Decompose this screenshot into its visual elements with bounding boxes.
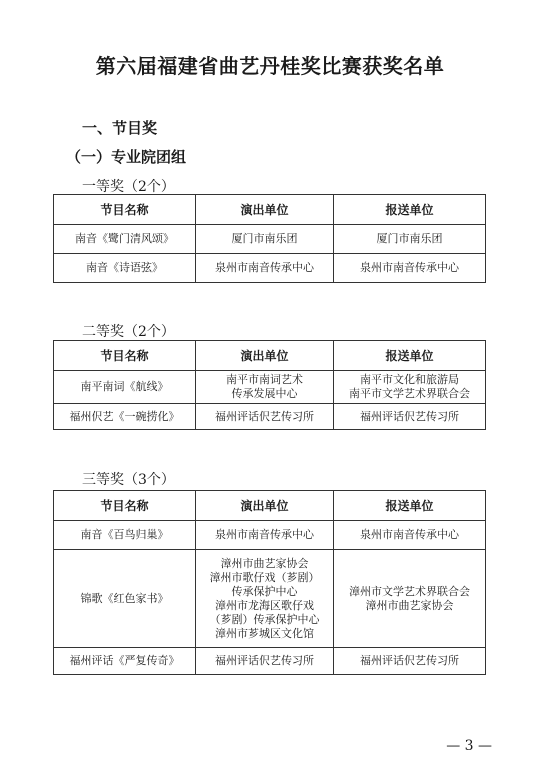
header-program-name: 节目名称 — [54, 195, 196, 225]
first-prize-label: 一等奖（2个） — [82, 179, 175, 195]
performer-cell: 福州评话伬艺传习所 — [196, 648, 334, 675]
table-header-row — [54, 341, 486, 371]
program-name-cell: 南音《诗语弦》 — [54, 254, 196, 283]
header-performer: 演出单位 — [196, 491, 334, 521]
performer-cell: 漳州市曲艺家协会 漳州市歌仔戏（芗剧） 传承保护中心 漳州市龙海区歌仔戏 （芗剧）传承保护中心 漳州市芗城区文化馆 — [196, 550, 334, 648]
header-submitter: 报送单位 — [334, 341, 486, 371]
header-performer: 演出单位 — [196, 341, 334, 371]
header-submitter: 报送单位 — [334, 195, 486, 225]
table-row — [54, 225, 486, 254]
third-prize-table — [53, 490, 486, 675]
page-title: 第六届福建省曲艺丹桂奖比赛获奖名单 — [95, 54, 445, 78]
program-name-cell: 南音《鹭门清风颂》 — [54, 225, 196, 254]
program-name-cell: 南音《百鸟归巢》 — [54, 521, 196, 550]
submitter-cell: 南平市文化和旅游局 南平市文学艺术界联合会 — [334, 371, 486, 404]
table-row — [54, 648, 486, 675]
program-name-cell: 锦歌《红色家书》 — [54, 550, 196, 648]
program-name-cell: 福州评话《严复传奇》 — [54, 648, 196, 675]
submitter-cell: 泉州市南音传承中心 — [334, 521, 486, 550]
performer-cell: 泉州市南音传承中心 — [196, 521, 334, 550]
first-prize-table — [53, 194, 486, 283]
header-program-name: 节目名称 — [54, 491, 196, 521]
header-program-name: 节目名称 — [54, 341, 196, 371]
submitter-cell: 漳州市文学艺术界联合会 漳州市曲艺家协会 — [334, 550, 486, 648]
second-prize-label: 二等奖（2个） — [82, 324, 175, 340]
submitter-cell: 福州评话伬艺传习所 — [334, 648, 486, 675]
performer-cell: 南平市南词艺术 传承发展中心 — [196, 371, 334, 404]
performer-cell: 泉州市南音传承中心 — [196, 254, 334, 283]
table-row — [54, 550, 486, 648]
table-row — [54, 521, 486, 550]
program-name-cell: 南平南词《航线》 — [54, 371, 196, 404]
header-performer: 演出单位 — [196, 195, 334, 225]
performer-cell: 厦门市南乐团 — [196, 225, 334, 254]
table-row — [54, 371, 486, 404]
submitter-cell: 福州评话伬艺传习所 — [334, 404, 486, 430]
section-heading: 一、节目奖 — [82, 119, 158, 137]
second-prize-table — [53, 340, 486, 430]
table-header-row — [54, 491, 486, 521]
table-header-row — [54, 195, 486, 225]
subsection-heading: （一）专业院团组 — [66, 148, 187, 166]
submitter-cell: 泉州市南音传承中心 — [334, 254, 486, 283]
header-submitter: 报送单位 — [334, 491, 486, 521]
third-prize-label: 三等奖（3个） — [82, 472, 175, 488]
performer-cell: 福州评话伬艺传习所 — [196, 404, 334, 430]
submitter-cell: 厦门市南乐团 — [334, 225, 486, 254]
table-row — [54, 254, 486, 283]
program-name-cell: 福州伬艺《一碗捞化》 — [54, 404, 196, 430]
table-row — [54, 404, 486, 430]
page-number: — 3 — — [446, 738, 492, 754]
